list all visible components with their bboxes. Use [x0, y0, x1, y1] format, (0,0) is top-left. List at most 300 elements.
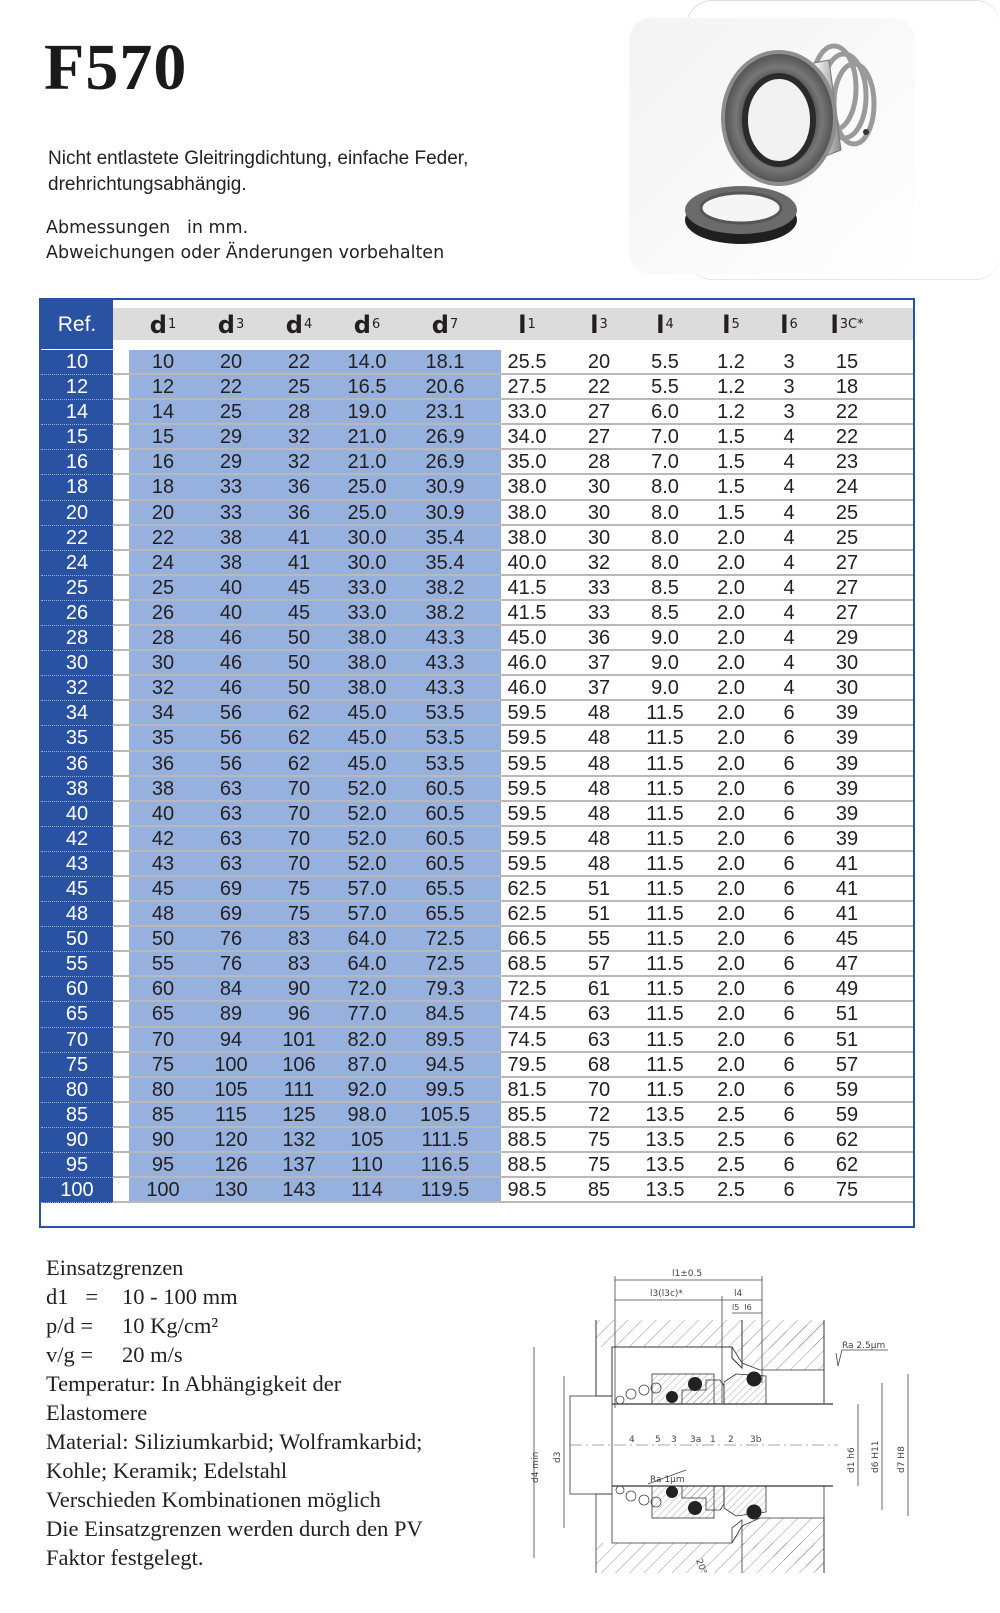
table-cell: 69: [219, 877, 243, 900]
table-cell: 18: [151, 476, 175, 499]
table-cell: 3: [783, 401, 795, 424]
table-cell: 1.2: [717, 351, 745, 373]
table-cell: 2.0: [717, 827, 745, 850]
table-cell: 75: [835, 1179, 859, 1202]
table-cell: 60.5: [425, 777, 465, 800]
table-cell: 137: [282, 1154, 316, 1176]
roughness-outer: Ra 2.5μm: [842, 1341, 886, 1351]
table-cell: 2.0: [717, 802, 745, 825]
table-cell: 60.5: [425, 802, 465, 825]
table-cell: 6: [783, 1053, 795, 1076]
part-label: 2: [728, 1435, 734, 1445]
column-header-symbol: d: [217, 310, 235, 339]
table-cell: 60.5: [425, 827, 465, 850]
table-cell: 48: [587, 802, 611, 825]
limit-key: d1 =: [46, 1284, 99, 1309]
table-cell: 65.5: [425, 877, 465, 900]
table-cell: 18: [835, 376, 859, 399]
table-cell: 45.0: [507, 627, 547, 650]
table-cell: 11.5: [646, 1078, 684, 1101]
table-cell: 70: [287, 777, 311, 800]
table-row: [41, 501, 913, 526]
table-cell: 62: [835, 1128, 859, 1151]
table-cell: 11.5: [646, 752, 684, 775]
table-cell: 38.2: [425, 576, 465, 599]
table-cell: 35.0: [507, 451, 547, 474]
table-cell: 75: [151, 1053, 175, 1076]
table-cell: 132: [282, 1128, 316, 1151]
table-cell: 34: [151, 702, 175, 725]
table-row: [41, 576, 913, 601]
ref-cell: 35: [41, 726, 113, 751]
column-header-symbol: d: [149, 310, 167, 339]
dimensions-note-line: Abmessungen in mm.: [46, 218, 249, 238]
table-cell: 85.5: [507, 1103, 547, 1126]
table-row: [41, 425, 913, 450]
table-cell: 56: [219, 727, 243, 750]
ref-cell: 12: [41, 375, 113, 400]
column-header-symbol: l: [830, 310, 839, 339]
table-row: [41, 752, 913, 777]
table-cell: 24: [151, 551, 175, 574]
table-row: [41, 1178, 913, 1203]
table-cell: 63: [587, 1028, 611, 1051]
table-cell: 70: [151, 1028, 175, 1051]
part-label: 3: [671, 1435, 677, 1445]
table-cell: 4: [783, 627, 795, 650]
table-cell: 28: [151, 627, 175, 650]
table-cell: 70: [287, 802, 311, 825]
column-header-subscript: 7: [449, 317, 459, 332]
table-row: [41, 1153, 913, 1178]
table-cell: 11.5: [646, 1028, 684, 1051]
table-row: [41, 802, 913, 827]
table-row: [41, 626, 913, 651]
table-cell: 63: [219, 827, 243, 850]
table-cell: 2.0: [717, 677, 745, 700]
table-cell: 76: [219, 953, 243, 976]
table-cell: 116.5: [420, 1154, 470, 1176]
table-cell: 2.0: [717, 601, 745, 624]
table-cell: 39: [835, 777, 859, 800]
table-cell: 60.5: [425, 852, 465, 875]
table-cell: 45: [287, 601, 311, 624]
ref-cell: 40: [41, 802, 113, 827]
table-cell: 2.0: [717, 551, 745, 574]
table-cell: 4: [783, 501, 795, 524]
table-cell: 11.5: [646, 1053, 684, 1076]
table-cell: 114: [351, 1179, 383, 1202]
ref-cell: 43: [41, 852, 113, 877]
table-cell: 38.0: [507, 501, 547, 524]
table-cell: 85: [151, 1103, 175, 1126]
column-header-symbol: l: [722, 310, 731, 339]
table-cell: 26.9: [425, 451, 465, 474]
table-cell: 6: [783, 928, 795, 951]
table-cell: 39: [835, 702, 859, 725]
table-cell: 8.0: [651, 526, 679, 549]
table-row: [41, 375, 913, 400]
table-cell: 2.5: [717, 1179, 745, 1202]
table-cell: 1.5: [717, 451, 745, 474]
table-cell: 6: [783, 1078, 795, 1101]
table-cell: 38: [219, 551, 243, 574]
table-cell: 40: [151, 802, 175, 825]
table-cell: 2.5: [717, 1128, 745, 1151]
column-header: [201, 300, 261, 349]
table-cell: 38.0: [347, 627, 387, 650]
table-cell: 7.0: [651, 426, 679, 449]
dim-d6: d6 H11: [871, 1440, 881, 1473]
table-cell: 4: [783, 601, 795, 624]
table-cell: 2.0: [717, 727, 745, 750]
roughness-inner: Ra 1μm: [650, 1475, 685, 1485]
table-cell: 8.0: [651, 551, 679, 574]
table-cell: 64.0: [347, 928, 387, 951]
table-cell: 2.0: [717, 852, 745, 875]
table-cell: 59.5: [507, 827, 547, 850]
ref-cell: 60: [41, 977, 113, 1002]
table-cell: 2.0: [717, 1053, 745, 1076]
table-cell: 9.0: [651, 677, 679, 700]
table-cell: 36: [287, 501, 311, 524]
table-cell: 37: [587, 652, 611, 675]
table-cell: 48: [587, 752, 611, 775]
table-cell: 5.5: [651, 351, 679, 373]
limit-key: v/g =: [46, 1342, 94, 1367]
table-cell: 25.0: [347, 501, 387, 524]
table-cell: 87.0: [347, 1053, 387, 1076]
table-cell: 39: [835, 802, 859, 825]
table-cell: 27.5: [507, 376, 547, 399]
table-cell: 34.0: [507, 426, 547, 449]
table-cell: 41: [835, 877, 859, 900]
table-cell: 6.0: [651, 401, 679, 424]
table-cell: 1.2: [717, 376, 745, 399]
column-header-symbol: d: [285, 310, 303, 339]
table-cell: 83: [287, 953, 311, 976]
table-cell: 51: [835, 1028, 859, 1051]
table-cell: 59.5: [507, 702, 547, 725]
table-cell: 36: [587, 627, 611, 650]
table-cell: 30: [587, 526, 611, 549]
table-cell: 2.0: [717, 627, 745, 650]
table-cell: 39: [835, 752, 859, 775]
table-cell: 47: [835, 953, 859, 976]
table-cell: 100: [214, 1053, 248, 1076]
table-cell: 110: [351, 1154, 383, 1176]
table-cell: 36: [151, 752, 175, 775]
table-cell: 11.5: [646, 802, 684, 825]
ref-cell: 75: [41, 1053, 113, 1078]
table-cell: 6: [783, 1003, 795, 1026]
table-cell: 52.0: [347, 777, 387, 800]
table-cell: 30.9: [425, 476, 465, 499]
table-cell: 27: [587, 401, 611, 424]
table-cell: 52.0: [347, 802, 387, 825]
table-cell: 90: [287, 978, 311, 1001]
table-cell: 49: [835, 978, 859, 1001]
table-cell: 51: [587, 877, 611, 900]
table-cell: 3: [783, 351, 795, 373]
table-cell: 16: [151, 451, 175, 474]
table-cell: 2.0: [717, 903, 745, 926]
ref-cell: 28: [41, 626, 113, 651]
table-cell: 6: [783, 903, 795, 926]
table-cell: 74.5: [507, 1003, 547, 1026]
table-cell: 25.5: [507, 351, 547, 373]
table-cell: 24: [835, 476, 859, 499]
table-cell: 77.0: [347, 1003, 387, 1026]
table-cell: 32: [287, 426, 311, 449]
table-cell: 28: [287, 401, 311, 424]
limits-heading: Einsatzgrenzen: [46, 1255, 184, 1280]
table-cell: 40: [219, 601, 243, 624]
table-cell: 1.2: [717, 401, 745, 424]
table-cell: 84.5: [425, 1003, 465, 1026]
table-cell: 53.5: [425, 727, 465, 750]
table-row: [41, 551, 913, 576]
table-cell: 59: [835, 1103, 859, 1126]
table-cell: 14: [151, 401, 175, 424]
table-cell: 25: [151, 576, 175, 599]
ref-cell: 34: [41, 701, 113, 726]
table-cell: 66.5: [507, 928, 547, 951]
table-cell: 4: [783, 451, 795, 474]
table-cell: 51: [587, 903, 611, 926]
table-cell: 1.5: [717, 501, 745, 524]
table-cell: 27: [835, 551, 859, 574]
table-cell: 12: [151, 376, 175, 399]
table-cell: 29: [835, 627, 859, 650]
ref-cell: 14: [41, 400, 113, 425]
table-cell: 41.5: [507, 601, 547, 624]
table-cell: 25: [287, 376, 311, 399]
limit-line: Verschieden Kombinationen möglich: [46, 1487, 381, 1512]
table-cell: 63: [219, 802, 243, 825]
dim-d3: d3: [553, 1451, 563, 1463]
table-row: [41, 1103, 913, 1128]
table-cell: 25: [219, 401, 243, 424]
ref-cell: 32: [41, 676, 113, 701]
table-cell: 74.5: [507, 1028, 547, 1051]
column-header: [269, 300, 329, 349]
table-row: [41, 475, 913, 500]
table-cell: 13.5: [645, 1154, 685, 1176]
table-cell: 2.5: [717, 1154, 745, 1176]
table-cell: 25.0: [347, 476, 387, 499]
table-cell: 38.2: [425, 601, 465, 624]
table-cell: 55: [587, 928, 611, 951]
table-cell: 61: [587, 978, 611, 1001]
column-header-subscript: 6: [371, 317, 381, 332]
table-row: [41, 952, 913, 977]
column-header: [415, 300, 475, 349]
table-cell: 115: [215, 1103, 247, 1126]
ref-cell: 24: [41, 551, 113, 576]
table-cell: 2.0: [717, 576, 745, 599]
table-cell: 45.0: [347, 702, 387, 725]
table-cell: 35: [151, 727, 175, 750]
table-cell: 41: [835, 903, 859, 926]
table-cell: 30.0: [347, 526, 387, 549]
table-cell: 19.0: [347, 401, 387, 424]
table-cell: 21.0: [347, 426, 387, 449]
table-cell: 20: [219, 351, 243, 373]
table-cell: 25: [835, 501, 859, 524]
table-cell: 90: [151, 1128, 175, 1151]
dim-l5-l6: l5 l6: [732, 1303, 752, 1312]
table-row: [41, 601, 913, 626]
part-label: 4: [629, 1435, 635, 1445]
part-label: 3a: [690, 1435, 702, 1445]
table-cell: 64.0: [347, 953, 387, 976]
dim-d4: d4 min: [531, 1451, 541, 1483]
table-cell: 20.6: [425, 376, 465, 399]
table-cell: 22: [151, 526, 175, 549]
table-cell: 2.0: [717, 702, 745, 725]
limit-key: p/d =: [46, 1313, 94, 1338]
table-cell: 25: [835, 526, 859, 549]
column-header: [635, 300, 695, 349]
table-cell: 15: [835, 351, 859, 373]
table-cell: 4: [783, 652, 795, 675]
limit-param: [46, 1282, 423, 1311]
table-cell: 62.5: [507, 877, 547, 900]
table-cell: 41: [287, 526, 311, 549]
table-cell: 48: [587, 702, 611, 725]
column-header: [817, 300, 877, 349]
table-cell: 21.0: [347, 451, 387, 474]
table-cell: 33: [219, 501, 243, 524]
table-cell: 37: [587, 677, 611, 700]
table-cell: 33: [219, 476, 243, 499]
description-line: drehrichtungsabhängig.: [48, 174, 247, 195]
technical-drawing: [520, 1258, 920, 1588]
table-row: [41, 1002, 913, 1027]
table-cell: 41: [835, 852, 859, 875]
table-cell: 11.5: [646, 702, 684, 725]
limit-line: Temperatur: In Abhängigkeit der: [46, 1371, 342, 1396]
table-row: [41, 1028, 913, 1053]
table-cell: 11.5: [646, 877, 684, 900]
table-cell: 46.0: [507, 677, 547, 700]
table-row: [41, 526, 913, 551]
ref-cell: 42: [41, 827, 113, 852]
table-cell: 16.5: [347, 376, 387, 399]
table-cell: 2.0: [717, 877, 745, 900]
table-cell: 11.5: [646, 978, 684, 1001]
column-header-subscript: 3: [599, 317, 608, 332]
table-cell: 22: [219, 376, 243, 399]
table-cell: 101: [282, 1028, 316, 1051]
table-cell: 36: [287, 476, 311, 499]
limit-value: 20 m/s: [122, 1342, 183, 1367]
table-cell: 75: [587, 1154, 611, 1176]
table-cell: 39: [835, 727, 859, 750]
table-cell: 62: [835, 1154, 859, 1176]
table-cell: 50: [287, 627, 311, 650]
table-cell: 8.0: [651, 501, 679, 524]
table-cell: 51: [835, 1003, 859, 1026]
ref-cell: 65: [41, 1002, 113, 1027]
table-cell: 6: [783, 1128, 795, 1151]
table-cell: 59.5: [507, 852, 547, 875]
table-cell: 63: [587, 1003, 611, 1026]
part-label: 5: [655, 1435, 661, 1445]
table-cell: 82.0: [347, 1028, 387, 1051]
table-cell: 57: [835, 1053, 859, 1076]
table-cell: 6: [783, 802, 795, 825]
table-cell: 2.0: [717, 526, 745, 549]
ref-cell: 85: [41, 1103, 113, 1128]
part-label: 1: [710, 1435, 716, 1445]
table-cell: 62: [287, 727, 311, 750]
column-header-symbol: l: [518, 310, 527, 339]
ref-cell: 48: [41, 902, 113, 927]
table-cell: 32: [587, 551, 611, 574]
table-cell: 6: [783, 727, 795, 750]
column-header-symbol: d: [431, 310, 449, 339]
table-cell: 48: [587, 852, 611, 875]
table-row: [41, 1128, 913, 1153]
table-cell: 14.0: [347, 351, 387, 373]
table-cell: 72.5: [507, 978, 547, 1001]
ref-cell: 26: [41, 601, 113, 626]
table-cell: 32: [151, 677, 175, 700]
table-cell: 11.5: [646, 953, 684, 976]
table-cell: 38: [219, 526, 243, 549]
table-cell: 5.5: [651, 376, 679, 399]
table-row: [41, 676, 913, 701]
table-cell: 85: [587, 1179, 611, 1202]
table-cell: 50: [287, 677, 311, 700]
table-header: [41, 300, 913, 349]
table-cell: 46: [219, 627, 243, 650]
ref-cell: 16: [41, 450, 113, 475]
dimensions-note: [46, 216, 444, 266]
table-cell: 8.0: [651, 476, 679, 499]
table-cell: 2.0: [717, 953, 745, 976]
table-cell: 2.0: [717, 1028, 745, 1051]
table-cell: 120: [214, 1128, 248, 1151]
product-description: [48, 146, 468, 198]
column-header: [497, 300, 557, 349]
limit-line: Material: Siliziumkarbid; Wolframkarbid;: [46, 1429, 423, 1454]
table-cell: 20: [151, 501, 175, 524]
table-cell: 29: [219, 426, 243, 449]
table-cell: 41.5: [507, 576, 547, 599]
table-body: [41, 350, 913, 1203]
table-cell: 30.0: [347, 551, 387, 574]
dim-d7: d7 H8: [897, 1446, 907, 1473]
table-cell: 4: [783, 677, 795, 700]
table-cell: 33.0: [507, 401, 547, 424]
table-cell: 18.1: [425, 351, 465, 373]
description-line: Nicht entlastete Gleitringdichtung, einfache Feder,: [48, 148, 469, 169]
table-cell: 11.5: [646, 1003, 684, 1026]
mechanical-seal-image: [629, 18, 915, 274]
table-cell: 11.5: [646, 777, 684, 800]
table-cell: 8.5: [651, 601, 679, 624]
table-cell: 4: [783, 426, 795, 449]
ref-cell: 18: [41, 475, 113, 500]
limit-param: [46, 1340, 423, 1369]
table-cell: 62: [287, 752, 311, 775]
table-row: [41, 902, 913, 927]
ref-cell: 25: [41, 576, 113, 601]
table-cell: 38.0: [347, 652, 387, 675]
